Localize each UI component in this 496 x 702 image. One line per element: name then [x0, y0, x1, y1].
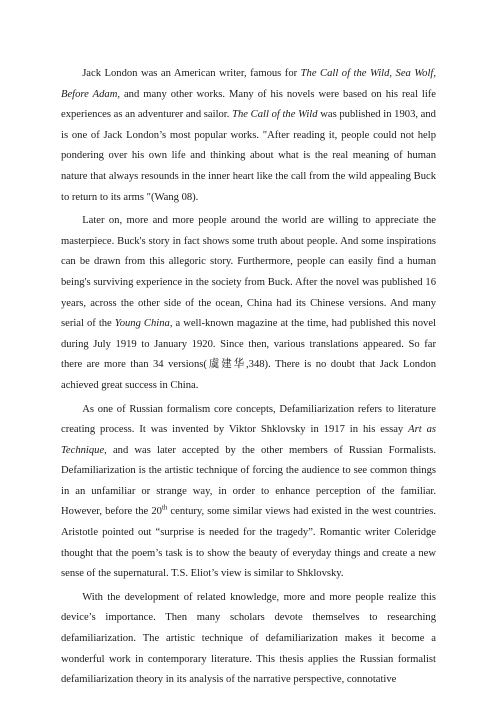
body-text: was published in 1903, and is one of Jack London’s most popular works. "After reading it, people could not help pondering over his own life and thinking about what is the real meaning of human nature that always resounds in the inner heart like the call from the wild appealing Buck to return to its arms "(Wang 08). — [61, 109, 436, 203]
italic-title-text: The Call of the Wild, Sea Wolf, Before Adam, — [61, 68, 437, 100]
body-text: Later on, more and more people around the world are willing to appreciate the masterpiece. Buck's story in fact shows some truth about people. And some inspirations can be drawn from this allegoric story. Furthermore, people can easily find a human being's surviving experience in the society from Buck. After the novel was published 16 years, across the other side of the ocean, China had its Chinese versions. And many serial of the — [61, 215, 436, 330]
body-text: , and was later accepted by the other members of Russian Formalists. Defamiliarization is the artistic technique of forcing the audience to see common things in an unfamiliar or strange way, in order to enhance perception of the familiar. However, before the 20 — [61, 444, 436, 518]
paragraph-1 — [61, 64, 436, 208]
body-text: As one of Russian formalism core concepts, Defamiliarization refers to literature creating process. It was invented by Viktor Shklovsky in 1917 in his essay — [61, 403, 436, 436]
superscript-text: th — [161, 504, 168, 512]
body-text: Jack London was an American writer, famous for — [82, 68, 301, 79]
body-text: and many other works. Many of his novels were based on his real life experiences as an adventurer and sailor. — [61, 88, 436, 121]
document-body — [61, 64, 436, 691]
body-text: century, some similar views had existed in the west countries. Aristotle pointed out “surprise is needed for the tragedy”. Romantic writer Coleridge thought that the poem’s task is to show the beauty of everyday things and create a new sense of the supernatural. T.S. Eliot’s view is similar to Shklovsky. — [61, 506, 437, 580]
paragraph-2 — [61, 211, 436, 396]
paragraph-3 — [61, 400, 436, 585]
paragraph-4 — [61, 588, 436, 691]
italic-title-text: Art as Technique — [61, 424, 437, 456]
body-text: , a well-known magazine at the time, had published this novel during July 1919 to January 1920. Since then, various translations appeared. So far there are more than 34 versions(虞建华,348). There is no doubt that Jack London achieved great success in China. — [61, 318, 436, 391]
body-text: With the development of related knowledge, more and more people realize this device’s importance. Then many scholars devote themselves to researching defamiliarization. The artistic technique of defamiliarization makes it become a wonderful work in contemporary literature. This thesis applies the Russian formalist defamiliarization theory in its analysis of the narrative perspective, connotative — [61, 591, 436, 686]
italic-title-text: The Call of the Wild — [232, 109, 318, 121]
italic-title-text: Young China — [114, 318, 170, 330]
